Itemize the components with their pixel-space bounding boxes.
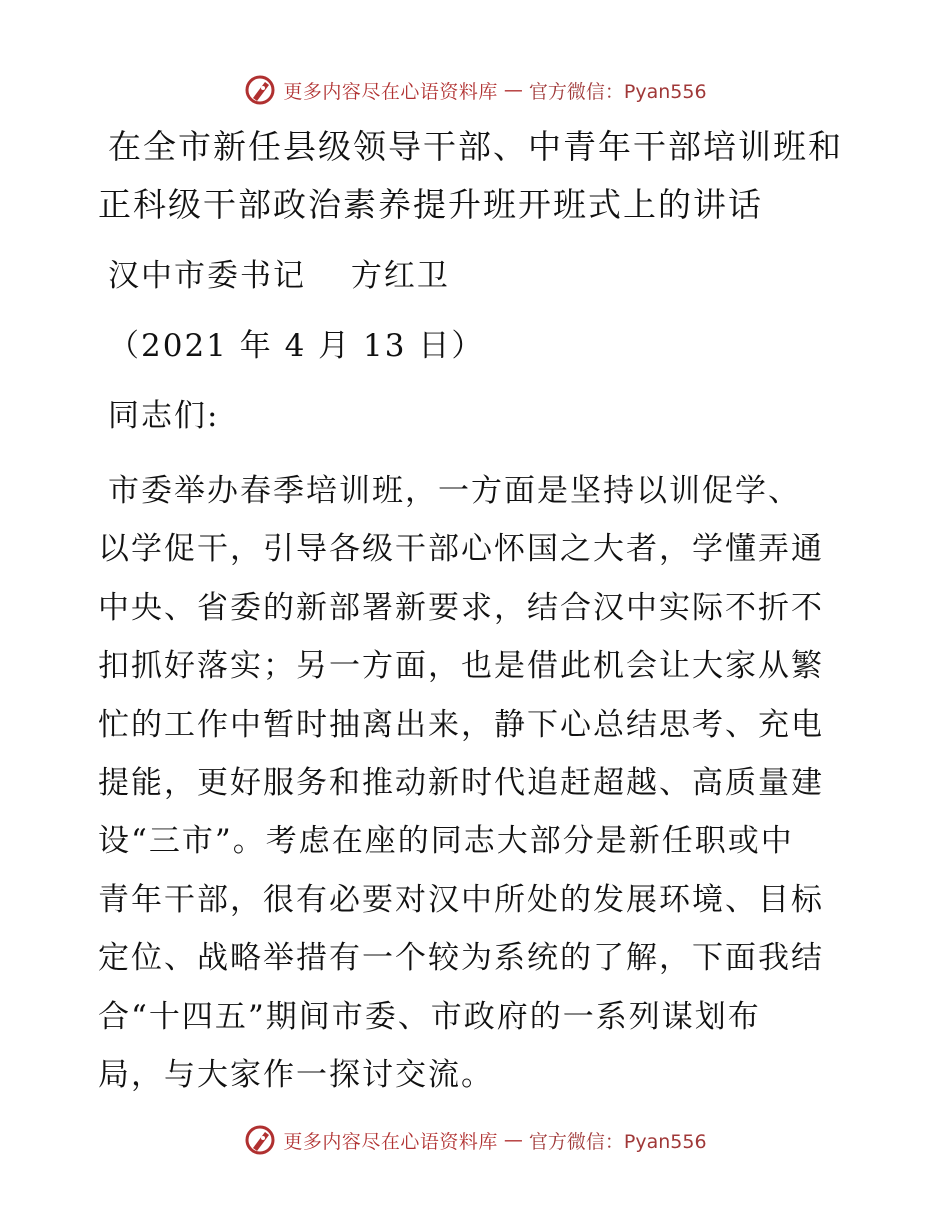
banner-text: 更多内容尽在心语资料库: [283, 1130, 498, 1153]
title-line-2: 正科级干部政治素养提升班开班式上的讲话: [98, 185, 763, 224]
paragraph-line: 提能，更好服务和推动新时代追赶超越、高质量建: [98, 765, 824, 802]
paragraph-line: 以学促干，引导各级干部心怀国之大者，学懂弄通: [98, 531, 824, 568]
paragraph-line: 中央、省委的新部署新要求，结合汉中实际不折不: [98, 589, 824, 626]
paragraph-line: 青年干部，很有必要对汉中所处的发展环境、目标: [98, 881, 824, 918]
document-content: [98, 118, 858, 1104]
paragraph-line: 设“三市”。考虑在座的同志大部分是新任职或中: [98, 823, 794, 860]
body-paragraph: [98, 462, 858, 1104]
greeting: 同志们:: [108, 398, 220, 434]
banner-separator: —: [503, 79, 523, 101]
banner-separator: —: [503, 1129, 523, 1151]
paragraph-line: 定位、战略举措有一个较为系统的了解，下面我结: [98, 940, 824, 977]
paragraph-line: 合“十四五”期间市委、市政府的一系列谋划布: [98, 998, 761, 1035]
title-line-1: 在全市新任县级领导干部、中青年干部培训班和: [108, 127, 843, 166]
header-banner: [0, 70, 950, 110]
pen-logo-icon: [243, 1123, 277, 1157]
author-line: 汉中市委书记 方红卫: [108, 258, 450, 294]
paragraph-line: 市委举办春季培训班，一方面是坚持以训促学、: [108, 473, 801, 509]
paragraph-line: 扣抓好落实；另一方面，也是借此机会让大家从繁: [98, 648, 824, 685]
paragraph-line: 局，与大家作一探讨交流。: [98, 1057, 494, 1094]
date-line: （2021 年 4 月 13 日）: [108, 328, 485, 364]
pen-logo-icon: [243, 73, 277, 107]
banner-wechat: 官方微信：Pyan556: [528, 80, 707, 103]
banner-wechat: 官方微信：Pyan556: [528, 1130, 707, 1153]
footer-banner: [0, 1120, 950, 1160]
banner-text: 更多内容尽在心语资料库: [283, 80, 498, 103]
paragraph-line: 忙的工作中暂时抽离出来，静下心总结思考、充电: [98, 706, 824, 743]
